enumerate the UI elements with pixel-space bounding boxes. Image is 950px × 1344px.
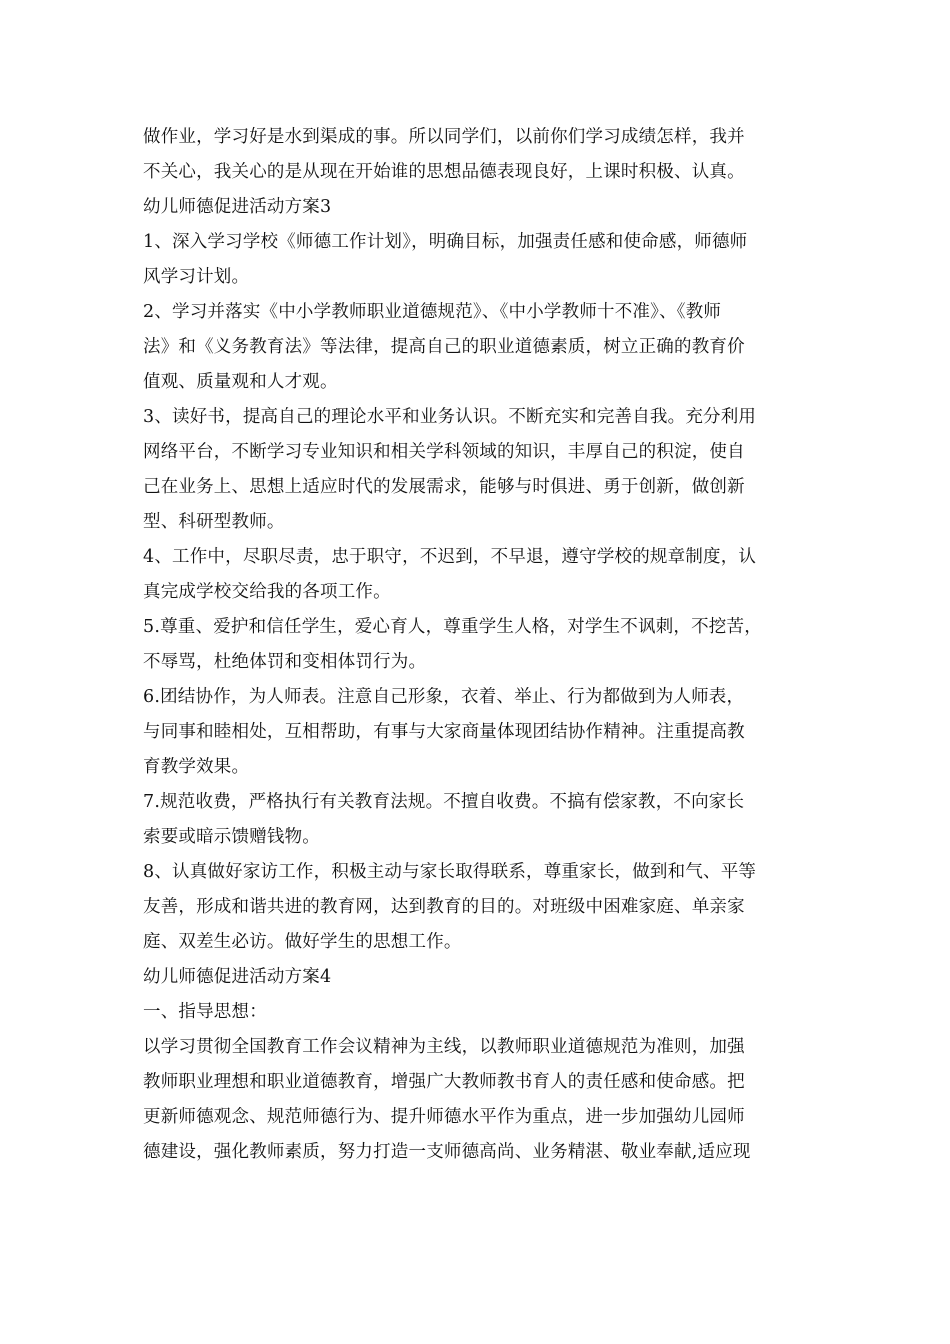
text-line: 友善，形成和谐共进的教育网，达到教育的目的。对班级中困难家庭、单亲家: [143, 897, 745, 917]
section-heading: [143, 960, 823, 995]
text-line: 索要或暗示馈赠钱物。: [143, 827, 320, 847]
paragraph: [143, 680, 823, 785]
text-line: 1、深入学习学校《师德工作计划》，明确目标，加强责任感和使命感，师德师: [143, 232, 748, 252]
text-line: 与同事和睦相处，互相帮助，有事与大家商量体现团结协作精神。注重提高教: [143, 722, 745, 742]
paragraph: [143, 400, 823, 540]
text-line: 2、学习并落实《中小学教师职业道德规范》、《中小学教师十不准》、《教师: [143, 302, 722, 322]
paragraph: [143, 1030, 823, 1170]
text-line: 真完成学校交给我的各项工作。: [143, 582, 391, 602]
text-line: 风学习计划。: [143, 267, 250, 287]
text-line: 以学习贯彻全国教育工作会议精神为主线，以教师职业道德规范为准则，加强: [143, 1037, 745, 1057]
text-line: 值观、质量观和人才观。: [143, 372, 338, 392]
section-heading: [143, 190, 823, 225]
text-line: 8、认真做好家访工作，积极主动与家长取得联系，尊重家长，做到和气、平等: [143, 862, 757, 882]
text-line: 幼儿师德促进活动方案4: [143, 967, 332, 987]
text-line: 幼儿师德促进活动方案3: [143, 197, 332, 217]
document-page: [143, 120, 823, 1170]
paragraph: [143, 610, 823, 680]
paragraph: [143, 540, 823, 610]
paragraph: [143, 295, 823, 400]
text-line: 做作业，学习好是水到渠成的事。所以同学们，以前你们学习成绩怎样，我并: [143, 127, 745, 147]
text-line: 庭、双差生必访。做好学生的思想工作。: [143, 932, 462, 952]
text-line: 教师职业理想和职业道德教育，增强广大教师教书育人的责任感和使命感。把: [143, 1072, 745, 1092]
text-line: 育教学效果。: [143, 757, 250, 777]
paragraph: [143, 855, 823, 960]
text-line: 一、指导思想：: [143, 1002, 267, 1022]
text-line: 网络平台，不断学习专业知识和相关学科领域的知识，丰厚自己的积淀，使自: [143, 442, 745, 462]
text-line: 4、工作中，尽职尽责，忠于职守，不迟到，不早退，遵守学校的规章制度，认: [143, 547, 757, 567]
paragraph: [143, 785, 823, 855]
text-line: 6.团结协作，为人师表。注意自己形象，衣着、举止、行为都做到为人师表，: [143, 687, 745, 707]
text-line: 更新师德观念、规范师德行为、提升师德水平作为重点，进一步加强幼儿园师: [143, 1107, 745, 1127]
paragraph: [143, 225, 823, 295]
paragraph: [143, 120, 823, 190]
text-line: 7.规范收费，严格执行有关教育法规。不擅自收费。不搞有偿家教，不向家长: [143, 792, 745, 812]
text-line: 5.尊重、爱护和信任学生，爱心育人，尊重学生人格，对学生不讽刺，不挖苦，: [143, 617, 762, 637]
section-heading: [143, 995, 823, 1030]
text-line: 己在业务上、思想上适应时代的发展需求，能够与时俱进、勇于创新，做创新: [143, 477, 745, 497]
text-line: 3、读好书，提高自己的理论水平和业务认识。不断充实和完善自我。充分利用: [143, 407, 757, 427]
text-line: 不关心，我关心的是从现在开始谁的思想品德表现良好，上课时积极、认真。: [143, 162, 745, 182]
text-line: 不辱骂，杜绝体罚和变相体罚行为。: [143, 652, 427, 672]
text-line: 型、科研型教师。: [143, 512, 285, 532]
text-line: 法》和《义务教育法》等法律，提高自己的职业道德素质，树立正确的教育价: [143, 337, 745, 357]
text-line: 德建设，强化教师素质，努力打造一支师德高尚、业务精湛、敬业奉献,适应现: [143, 1142, 751, 1162]
